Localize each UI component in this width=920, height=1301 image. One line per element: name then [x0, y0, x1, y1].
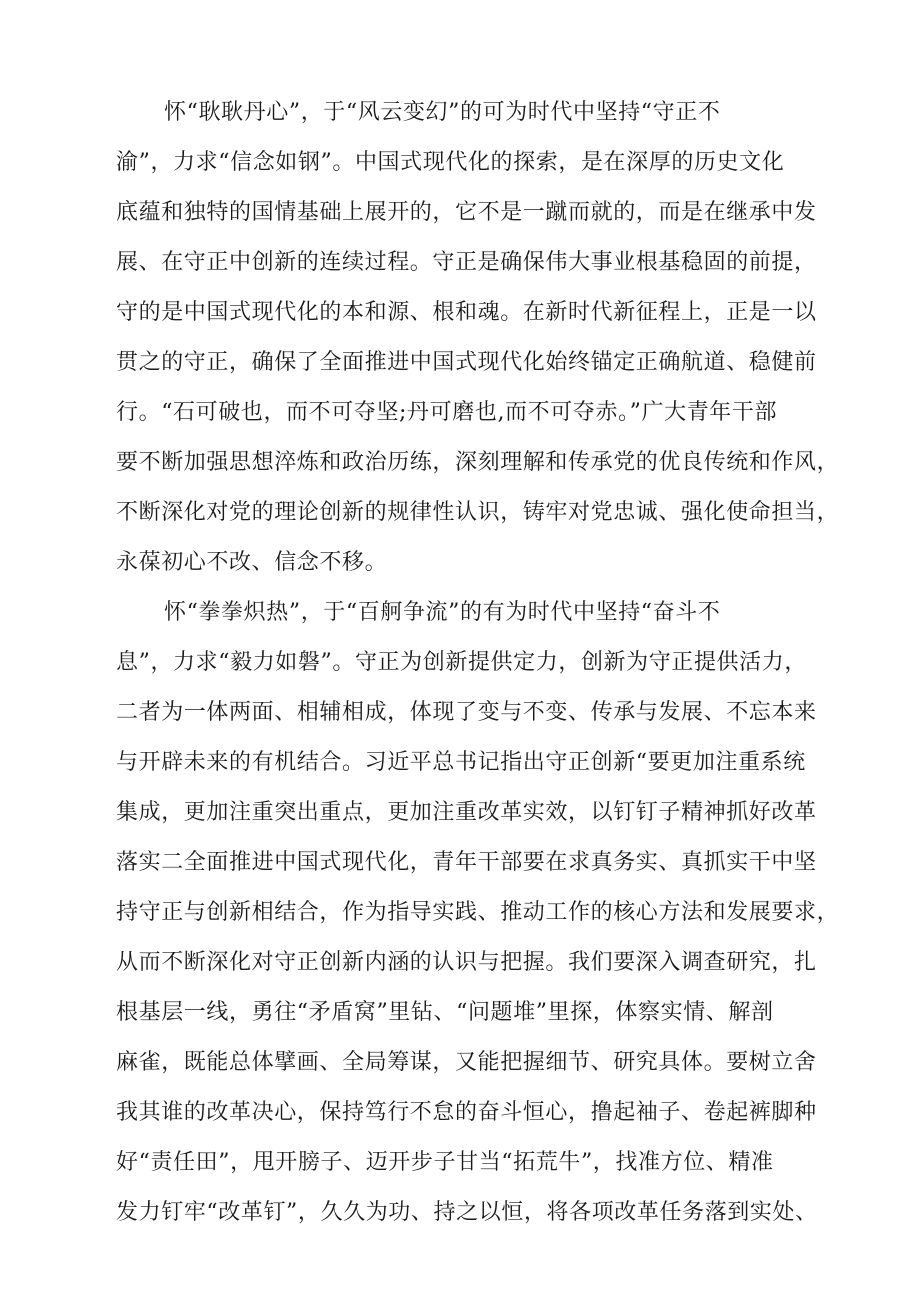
paragraph-2-line-13: 发力钉牢“改革钉”，久久为功、持之以恒，将各项改革任务落到实处、 [116, 1200, 818, 1225]
paragraph-2-line-11: 我其谁的改革决心，保持笃行不怠的奋斗恒心，撸起袖子、卷起裤脚种 [116, 1100, 817, 1125]
paragraph-1-line-2: 渝”，力求“信念如钢”。中国式现代化的探索，是在深厚的历史文化 [116, 150, 785, 175]
paragraph-2-line-4: 与开辟未来的有机结合。习近平总书记指出守正创新“要更加注重系统 [116, 750, 806, 775]
paragraph-1-line-9: 不断深化对党的理论创新的规律性认识，铸牢对党忠诚、强化使命担当， [116, 500, 840, 525]
paragraph-2-line-9: 根基层一线，勇往“矛盾窝”里钻、“问题堆”里探，体察实情、解剖 [116, 1000, 774, 1025]
paragraph-2-line-2: 息”，力求“毅力如磐”。守正为创新提供定力，创新为守正提供活力， [116, 650, 807, 675]
paragraph-2-line-3: 二者为一体两面、相辅相成，体现了变与不变、传承与发展、不忘本来 [116, 700, 817, 725]
paragraph-2-line-12: 好“责任田”，甩开膀子、迈开步子甘当“拓荒牛”，找准方位、精准 [116, 1150, 774, 1175]
paragraph-1-line-5: 守的是中国式现代化的本和源、根和魂。在新时代新征程上，正是一以 [116, 300, 817, 325]
paragraph-2-line-8: 从而不断深化对守正创新内涵的认识与把握。我们要深入调查研究，扎 [116, 950, 817, 975]
paragraph-1-line-4: 展、在守正中创新的连续过程。守正是确保伟大事业根基稳固的前提， [116, 250, 817, 275]
paragraph-2-line-6: 落实二全面推进中国式现代化，青年干部要在求真务实、真抓实干中坚 [116, 850, 817, 875]
paragraph-2-line-5: 集成，更加注重突出重点，更加注重改革实效，以钉钉子精神抓好改革 [116, 800, 817, 825]
paragraph-1-line-6: 贯之的守正，确保了全面推进中国式现代化始终锚定正确航道、稳健前 [116, 350, 817, 375]
paragraph-2-line-7: 持守正与创新相结合，作为指导实践、推动工作的核心方法和发展要求， [116, 900, 840, 925]
paragraph-1-line-1: 怀“耿耿丹心”，于“风云变幻”的可为时代中坚持“守正不 [164, 100, 721, 125]
paragraph-1-line-7: 行。“石可破也，而不可夺坚;丹可磨也,而不可夺赤。”广大青年干部 [116, 400, 778, 425]
paragraph-1-line-10: 永葆初心不改、信念不移。 [116, 550, 388, 575]
paragraph-2-line-1: 怀“拳拳炽热”，于“百舸争流”的有为时代中坚持“奋斗不 [164, 600, 721, 625]
paragraph-1-line-3: 底蕴和独特的国情基础上展开的，它不是一蹴而就的，而是在继承中发 [116, 200, 817, 225]
paragraph-2-line-10: 麻雀，既能总体擘画、全局筹谋，又能把握细节、研究具体。要树立舍 [116, 1050, 817, 1075]
paragraph-1-line-8: 要不断加强思想淬炼和政治历练，深刻理解和传承党的优良传统和作风， [116, 450, 840, 475]
